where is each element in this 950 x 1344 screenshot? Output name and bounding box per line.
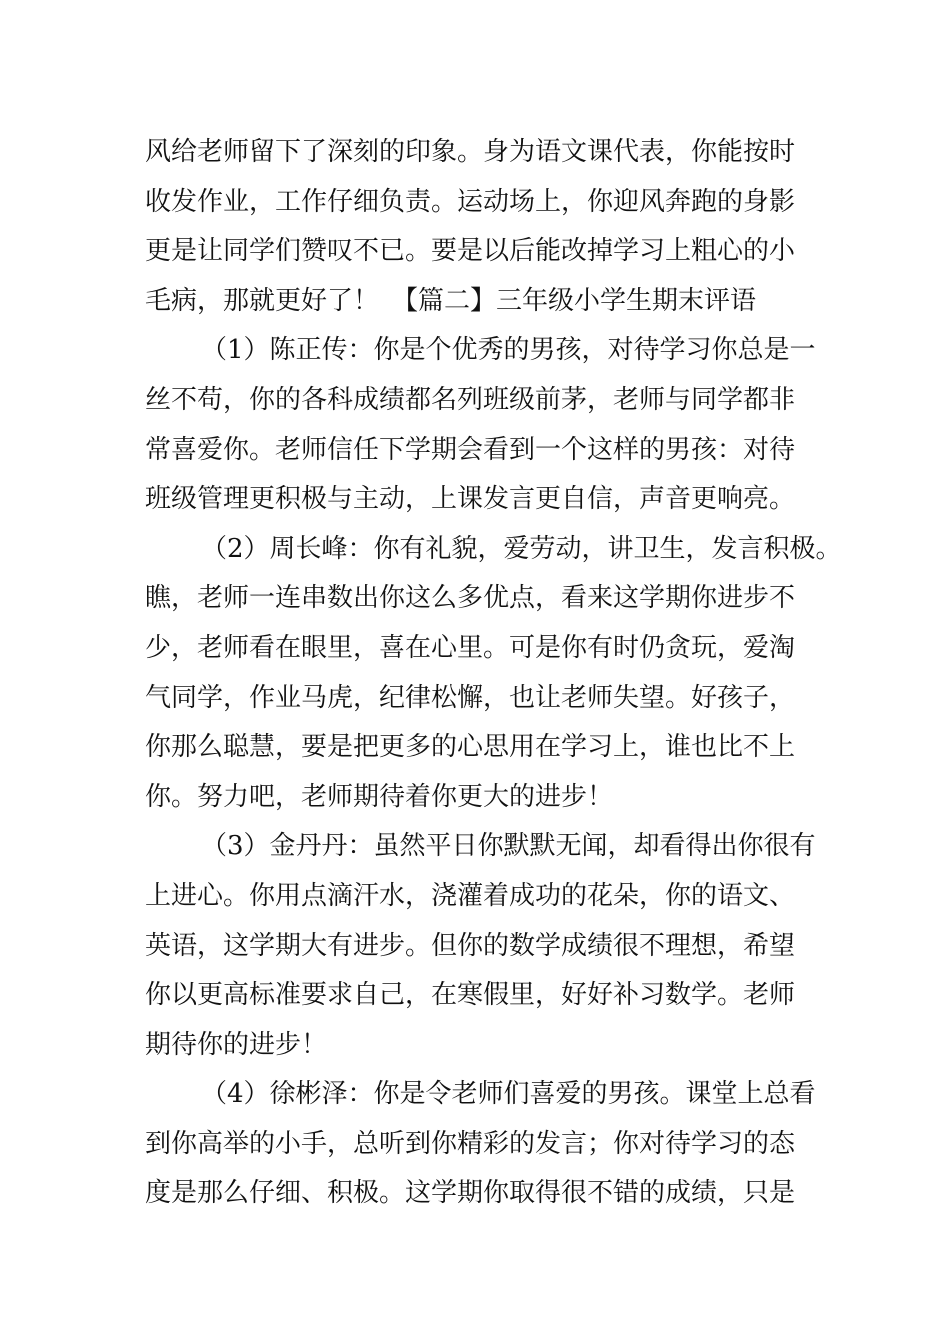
text-line: 瞧，老师一连串数出你这么多优点，看来这学期你进步不 <box>145 583 796 614</box>
text-line: 更是让同学们赞叹不已。要是以后能改掉学习上粗心的小 <box>145 236 796 267</box>
text-line: 度是那么仔细、积极。这学期你取得很不错的成绩，只是 <box>145 1178 796 1209</box>
text-line: 少，老师看在眼里，喜在心里。可是你有时仍贪玩，爱淘 <box>145 632 796 663</box>
text-line: 毛病，那就更好了！ 【篇二】三年级小学生期末评语 <box>145 285 757 316</box>
text-line: （2）周长峰：你有礼貌，爱劳动，讲卫生，发言积极。 <box>201 533 842 564</box>
text-line: 常喜爱你。老师信任下学期会看到一个这样的男孩：对待 <box>145 434 796 465</box>
text-line: 班级管理更积极与主动，上课发言更自信，声音更响亮。 <box>145 484 796 515</box>
text-line: 上进心。你用点滴汗水，浇灌着成功的花朵，你的语文、 <box>145 880 796 911</box>
text-line: （4）徐彬泽：你是令老师们喜爱的男孩。课堂上总看 <box>201 1079 816 1110</box>
text-line: （3）金丹丹：虽然平日你默默无闻，却看得出你很有 <box>201 831 816 862</box>
text-line: 期待你的进步！ <box>145 1029 328 1060</box>
text-line: 气同学，作业马虎，纪律松懈，也让老师失望。好孩子， <box>145 682 796 713</box>
text-line: 丝不苟，你的各科成绩都名列班级前茅，老师与同学都非 <box>145 384 796 415</box>
text-line: 英语，这学期大有进步。但你的数学成绩很不理想，希望 <box>145 930 796 961</box>
document-body <box>145 128 842 1219</box>
text-line: 你以更高标准要求自己，在寒假里，好好补习数学。老师 <box>145 980 796 1011</box>
text-line: 你那么聪慧，要是把更多的心思用在学习上，谁也比不上 <box>145 732 796 763</box>
text-line: 到你高举的小手，总听到你精彩的发言；你对待学习的态 <box>145 1128 796 1159</box>
text-line: 收发作业，工作仔细负责。运动场上，你迎风奔跑的身影 <box>145 186 796 217</box>
text-line: 风给老师留下了深刻的印象。身为语文课代表，你能按时 <box>145 137 796 167</box>
text-line: 你。努力吧，老师期待着你更大的进步！ <box>145 781 614 812</box>
text-line: （1）陈正传：你是个优秀的男孩，对待学习你总是一 <box>201 335 816 366</box>
